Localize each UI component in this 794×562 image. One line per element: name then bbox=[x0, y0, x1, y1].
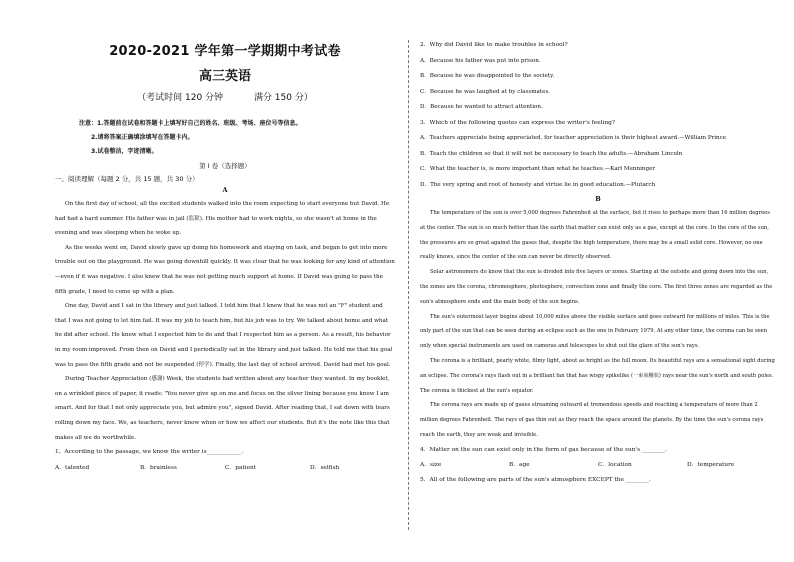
option: A．Teachers appreciate being appreciated, for teacher appreciation is their highest award.—William Prince bbox=[420, 135, 727, 141]
left-column bbox=[55, 40, 395, 476]
section-heading: 一、阅读理解（每题 2 分，共 15 题，共 30 分） bbox=[55, 175, 199, 183]
option: A．talented bbox=[55, 464, 90, 471]
question-4: 4．Matter on the sun can exist only in the form of gas because of the sun's ________. bbox=[420, 446, 667, 453]
question-2: 2．Why did David like to make troubles in school? bbox=[420, 42, 568, 48]
exam-time: （考试时间 120 分钟 bbox=[137, 93, 224, 103]
passage-paragraph: The corona is a brilliant, pearly white, filmy light, about as bright as the full moon. Its beautiful rays are a sensational sight during an eclipse. The corona's rays flash out in a brilliant fan that has wispy spikelike (一束束穗状) rays near the sun's north and south poles. The corona is thickest at the sun's equator. bbox=[420, 357, 775, 394]
passage-paragraph: As the weeks went on, David slowly gave up doing his homework and staying on task, and began to get into more trouble out on the playground. He was going downhill quickly. It was clear that he was looking for any kind of attention—even if it was negative. I also knew that he was not getting much support at home. If David was going to pass the fifth grade, I need to come up with a plan. bbox=[55, 244, 395, 295]
notice-item: 2.请将答案正确填涂填写在答题卡内。 bbox=[91, 134, 194, 141]
passage-paragraph: Solar astronomers do know that the sun is divided into five layers or zones. Starting at the outside and going down into the sun, the zones are the corona, chromosphere, photosphere, convection zone and finally the core. The first three zones are regarded as the sun's atmosphere ends and the main body of the sun begins. bbox=[420, 269, 773, 305]
question-3: 3．Which of the following quotes can express the writer's feeling? bbox=[420, 119, 615, 126]
passage-paragraph: One day, David and I sat in the library and just talked. I told him that I knew that he was not an "F" student and that I was not going to let him fail. It was my job to teach him, but his job was to try. We talked about home and what he did after school. He knew what I expected him to do and that I respected him as a person. As a result, his behavior in my room improved. From then on David and I periodically sat in the library and just talked. He told me that his goal was to pass the fifth grade and not be suspended (停学). Finally, the last day of school arrived. David had met his goal. bbox=[55, 303, 393, 368]
passage-paragraph: The corona rays are made up of gases streaming outward at tremendous speeds and reaching a temperature of more than 2 million degrees Fahrenheit. The rays of gas thin out as they reach the space around the planets. By the time the sun's corona rays reach the earth, they are weak and invisible. bbox=[420, 402, 764, 438]
passage-paragraph: The sun's outermost layer begins about 10,000 miles above the visible surface and goes outward for millions of miles. This is the only part of the sun that can be seen during an eclipse such as the one in February 1979. At any other time, the corona can be seen only when special instruments are used on cameras and telescopes to shut out the glare of the sun's rays. bbox=[420, 313, 770, 350]
question-4-options bbox=[420, 458, 776, 473]
passage-paragraph: On the first day of school, all the excited students walked into the room expecting to start everyone but David. He had had a hard summer. His father was in jail (监狱). His mother had to work nights, so she wasn't at home in the evening and was sleeping when he woke up. bbox=[55, 201, 390, 237]
option: D．The very spring and root of honesty and virtue lie in good education.—Plutarch bbox=[420, 181, 656, 188]
notice-item: 3.试卷整洁，字迹清晰。 bbox=[91, 148, 158, 155]
exam-score: 满分 150 分） bbox=[253, 93, 313, 103]
option: D．selfish bbox=[310, 464, 340, 471]
right-column bbox=[420, 38, 776, 489]
option: C．Because he was laughed at by classmates. bbox=[420, 88, 551, 95]
exam-subtitle: 高三英语 bbox=[198, 69, 251, 84]
passage-paragraph: The temperature of the sun is over 5,000 degrees Fahrenheit at the surface, but it rises to perhaps more than 16 million degrees at the center. The sun is so much hotter than the earth that matter can exist only as a gas, except at the core. In the core of the sun, the pressures are so great against the gases that, despite the high temperature, there may be a small solid core. However, no one really knows, since the center of the sun can never be directly observed. bbox=[420, 210, 770, 261]
option: B．brainless bbox=[140, 464, 177, 471]
exam-title: 2020-2021 学年第一学期期中考试卷 bbox=[109, 44, 341, 59]
notice-item: 注意：1.答题前在试卷和答题卡上填写好自己的姓名、班级、考场、座位号等信息。 bbox=[79, 120, 302, 127]
exam-meta bbox=[55, 90, 395, 103]
option: C．patient bbox=[225, 464, 257, 471]
option: A．Because his father was put into prison. bbox=[420, 57, 541, 64]
option: A．size bbox=[420, 462, 442, 469]
passage-letter: A bbox=[222, 186, 228, 194]
notice-block bbox=[79, 117, 395, 159]
option: B．Teach the children so that it will not be necessary to teach the adults.—Abraham Lincoln bbox=[420, 150, 683, 157]
question-1: 1、According to the passage, we know the writer is____________. bbox=[55, 449, 244, 456]
question-1-options bbox=[55, 461, 395, 476]
option: B．age bbox=[509, 462, 530, 469]
column-divider bbox=[408, 40, 409, 530]
passage-letter: B bbox=[595, 195, 601, 203]
option: B．Because he was disappointed to the society. bbox=[420, 73, 555, 79]
option: D．temperature bbox=[687, 462, 735, 469]
option: D．Because he wanted to attract attention. bbox=[420, 104, 543, 110]
part-heading: 第 I 卷（选择题） bbox=[199, 162, 251, 170]
passage-paragraph: During Teacher Appreciation (感谢) Week, the students had written about any teacher they wanted. In my booklet, on a wrinkled piece of paper, it reads: "You never give up on me and focus on the silver lining because you know I am smart. And for that I not only appreciate you, but admire you", signed David. After reading that, I sat down with tears rolling down my face. We, as teachers, never know when or how we affect our students. But it's the note like this that makes all we do worthwhile. bbox=[55, 376, 390, 441]
question-5: 5．All of the following are parts of the sun's atmosphere EXCEPT the ________. bbox=[420, 477, 651, 484]
option: C．What the teacher is, is more important than what he teaches.—Karl Menninger bbox=[420, 166, 656, 172]
option: C．location bbox=[598, 462, 632, 469]
